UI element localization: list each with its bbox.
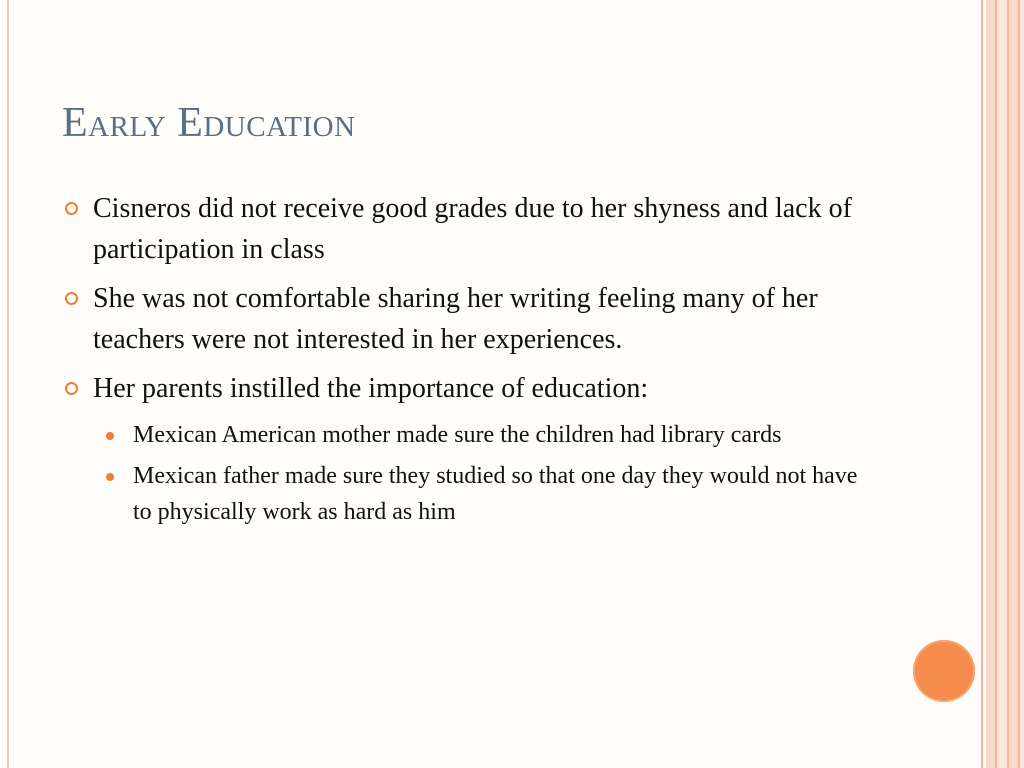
stripe-band (1020, 0, 1024, 768)
bullet-text: Her parents instilled the importance of education: (93, 373, 649, 404)
sub-bullet-list (64, 417, 864, 530)
stripe-band (986, 0, 995, 768)
dot-bullet-icon (106, 432, 114, 440)
sub-bullet-item (105, 417, 864, 453)
left-border-line (7, 0, 9, 768)
decorative-circle (913, 640, 975, 702)
bullet-item (64, 188, 864, 270)
stripe-band (1009, 0, 1018, 768)
ring-bullet-icon (65, 382, 78, 395)
right-stripe-decoration (981, 0, 1024, 768)
ring-bullet-icon (65, 292, 78, 305)
bullet-list (64, 188, 864, 535)
ring-bullet-icon (65, 202, 78, 215)
dot-bullet-icon (106, 473, 114, 481)
bullet-text: Cisneros did not receive good grades due to her shyness and lack of participation in class (93, 193, 852, 265)
sub-bullet-text: Mexican American mother made sure the children had library cards (133, 422, 782, 448)
stripe-line (981, 0, 983, 768)
sub-bullet-item (105, 458, 864, 530)
bullet-item (64, 368, 864, 409)
bullet-item (64, 278, 864, 360)
bullet-text: She was not comfortable sharing her writing feeling many of her teachers were not interested in her experiences. (93, 283, 818, 355)
stripe-band (997, 0, 1007, 768)
sub-bullet-text: Mexican father made sure they studied so that one day they would not have to physically work as hard as him (133, 463, 858, 525)
slide-title: Early Education (62, 100, 356, 146)
